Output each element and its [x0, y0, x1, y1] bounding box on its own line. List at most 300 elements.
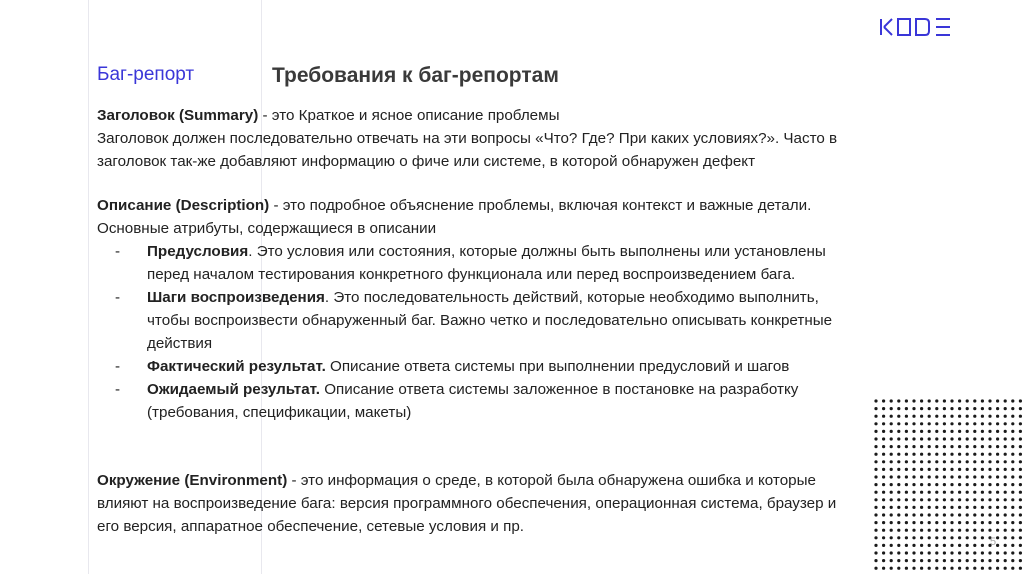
pattern-dot: [928, 521, 931, 524]
pattern-dot: [912, 559, 915, 562]
pattern-dot: [1019, 415, 1022, 418]
pattern-dot: [920, 445, 923, 448]
pattern-dot: [1019, 453, 1022, 456]
pattern-dot: [874, 513, 877, 516]
pattern-dot: [874, 544, 877, 547]
pattern-dot: [897, 529, 900, 532]
spacer: [97, 424, 857, 446]
pattern-dot: [988, 475, 991, 478]
pattern-dot: [966, 399, 969, 402]
pattern-dot: [950, 475, 953, 478]
pattern-dot: [890, 513, 893, 516]
pattern-dot: [935, 506, 938, 509]
pattern-dot: [958, 453, 961, 456]
pattern-dot: [905, 521, 908, 524]
pattern-dot: [943, 521, 946, 524]
pattern-dot: [958, 475, 961, 478]
pattern-dot: [935, 544, 938, 547]
pattern-dot: [935, 491, 938, 494]
pattern-dot: [943, 453, 946, 456]
pattern-dot: [996, 430, 999, 433]
pattern-dot: [1019, 559, 1022, 562]
pattern-dot: [981, 536, 984, 539]
pattern-dot: [1011, 506, 1014, 509]
pattern-dot: [996, 498, 999, 501]
pattern-dot: [966, 483, 969, 486]
pattern-dot: [882, 437, 885, 440]
pattern-dot: [973, 506, 976, 509]
pattern-dot: [973, 483, 976, 486]
pattern-dot: [935, 483, 938, 486]
page-number: 5: [990, 536, 997, 548]
pattern-dot: [920, 475, 923, 478]
pattern-dot: [897, 430, 900, 433]
pattern-dot: [973, 551, 976, 554]
pattern-dot: [874, 551, 877, 554]
pattern-dot: [966, 430, 969, 433]
pattern-dot: [912, 430, 915, 433]
pattern-dot: [928, 468, 931, 471]
pattern-dot: [966, 513, 969, 516]
kode-logo: [879, 17, 953, 37]
pattern-dot: [874, 430, 877, 433]
pattern-dot: [874, 529, 877, 532]
pattern-dot: [973, 475, 976, 478]
pattern-dot: [973, 437, 976, 440]
pattern-dot: [966, 551, 969, 554]
pattern-dot: [882, 399, 885, 402]
pattern-dot: [966, 475, 969, 478]
pattern-dot: [966, 559, 969, 562]
pattern-dot: [920, 536, 923, 539]
pattern-dot: [981, 544, 984, 547]
pattern-dot: [935, 551, 938, 554]
pattern-dot: [1011, 536, 1014, 539]
left-guide-line: [88, 0, 89, 574]
pattern-dot: [1004, 506, 1007, 509]
pattern-dot: [920, 513, 923, 516]
pattern-dot: [890, 506, 893, 509]
pattern-dot: [935, 475, 938, 478]
pattern-dot: [958, 567, 961, 570]
pattern-dot: [966, 544, 969, 547]
pattern-dot: [958, 483, 961, 486]
pattern-dot: [1019, 468, 1022, 471]
pattern-dot: [935, 559, 938, 562]
pattern-dot: [1011, 399, 1014, 402]
pattern-dot: [988, 430, 991, 433]
pattern-dot: [928, 437, 931, 440]
pattern-dot: [882, 521, 885, 524]
pattern-dot: [1019, 407, 1022, 410]
pattern-dot: [890, 529, 893, 532]
pattern-dot: [897, 483, 900, 486]
pattern-dot: [890, 544, 893, 547]
pattern-dot: [905, 536, 908, 539]
pattern-dot: [897, 460, 900, 463]
pattern-dot: [905, 460, 908, 463]
pattern-dot: [988, 453, 991, 456]
pattern-dot: [950, 430, 953, 433]
pattern-dot: [874, 399, 877, 402]
pattern-dot: [958, 430, 961, 433]
pattern-dot: [1019, 544, 1022, 547]
item-text: Описание ответа системы заложенное в постановке на разработку (требования, спецификации, макеты): [147, 381, 799, 421]
pattern-dot: [905, 506, 908, 509]
pattern-dot: [890, 422, 893, 425]
pattern-dot: [1019, 445, 1022, 448]
pattern-dot: [958, 437, 961, 440]
pattern-dot: [890, 498, 893, 501]
pattern-dot: [920, 559, 923, 562]
pattern-dot: [973, 422, 976, 425]
pattern-dot: [966, 468, 969, 471]
pattern-dot: [905, 513, 908, 516]
pattern-dot: [981, 529, 984, 532]
pattern-dot: [920, 498, 923, 501]
pattern-dot: [950, 551, 953, 554]
pattern-dot: [966, 498, 969, 501]
pattern-dot: [973, 536, 976, 539]
pattern-dot: [882, 559, 885, 562]
pattern-dot: [981, 491, 984, 494]
pattern-dot: [1019, 491, 1022, 494]
pattern-dot: [996, 559, 999, 562]
pattern-dot: [996, 460, 999, 463]
pattern-dot: [874, 415, 877, 418]
pattern-dot: [935, 536, 938, 539]
attributes-list: [97, 240, 857, 424]
summary-details: Заголовок должен последовательно отвечать на эти вопросы «Что? Где? При каких условиях?». Часто в заголовок так-же добавляют информацию о фиче или системе, в которой обнаружен дефект: [97, 130, 838, 170]
pattern-dot: [935, 430, 938, 433]
pattern-dot: [981, 453, 984, 456]
pattern-dot: [1011, 483, 1014, 486]
pattern-dot: [988, 445, 991, 448]
pattern-dot: [935, 437, 938, 440]
pattern-dot: [958, 460, 961, 463]
pattern-dot: [988, 483, 991, 486]
spacer: [97, 173, 857, 194]
pattern-dot: [966, 407, 969, 410]
pattern-dot: [950, 445, 953, 448]
pattern-dot: [882, 483, 885, 486]
pattern-dot: [981, 468, 984, 471]
pattern-dot: [905, 453, 908, 456]
pattern-dot: [950, 529, 953, 532]
pattern-dot: [882, 567, 885, 570]
pattern-dot: [905, 559, 908, 562]
item-text: Описание ответа системы при выполнении предусловий и шагов: [325, 358, 790, 375]
pattern-dot: [988, 529, 991, 532]
list-dash: -: [115, 289, 121, 306]
pattern-dot: [943, 567, 946, 570]
environment-text: - это информация о среде, в которой была обнаружена ошибка и которые влияют на воспроизведение бага: версия программного обеспечения, операционная система, браузер и его версия, аппаратное обеспечение, сетевые условия и пр.: [97, 472, 837, 535]
pattern-dot: [1004, 437, 1007, 440]
pattern-dot: [973, 544, 976, 547]
pattern-dot: [882, 407, 885, 410]
pattern-dot: [950, 468, 953, 471]
item-term: Фактический результат.: [147, 358, 326, 375]
pattern-dot: [1019, 513, 1022, 516]
pattern-dot: [890, 475, 893, 478]
pattern-dot: [920, 407, 923, 410]
pattern-dot: [943, 407, 946, 410]
pattern-dot: [912, 491, 915, 494]
pattern-dot: [996, 422, 999, 425]
pattern-dot: [950, 483, 953, 486]
pattern-dot: [981, 513, 984, 516]
pattern-dot: [1019, 498, 1022, 501]
pattern-dot: [988, 407, 991, 410]
pattern-dot: [897, 415, 900, 418]
pattern-dot: [928, 559, 931, 562]
pattern-dot: [920, 430, 923, 433]
pattern-dot: [966, 453, 969, 456]
pattern-dot: [897, 468, 900, 471]
pattern-dot: [988, 567, 991, 570]
pattern-dot: [958, 551, 961, 554]
pattern-dot: [943, 468, 946, 471]
pattern-dot: [920, 468, 923, 471]
pattern-dot: [1004, 475, 1007, 478]
pattern-dot: [996, 513, 999, 516]
pattern-dot: [1019, 536, 1022, 539]
pattern-dot: [973, 430, 976, 433]
pattern-dot: [874, 506, 877, 509]
pattern-dot: [890, 407, 893, 410]
pattern-dot: [996, 437, 999, 440]
pattern-dot: [912, 407, 915, 410]
pattern-dot: [1019, 551, 1022, 554]
list-dash: -: [115, 243, 121, 260]
pattern-dot: [996, 407, 999, 410]
pattern-dot: [996, 483, 999, 486]
pattern-dot: [928, 399, 931, 402]
pattern-dot: [897, 544, 900, 547]
pattern-dot: [988, 460, 991, 463]
pattern-dot: [1019, 567, 1022, 570]
pattern-dot: [874, 559, 877, 562]
pattern-dot: [912, 468, 915, 471]
pattern-dot: [1011, 453, 1014, 456]
pattern-dot: [1004, 415, 1007, 418]
pattern-dot: [958, 422, 961, 425]
pattern-dot: [950, 536, 953, 539]
pattern-dot: [1004, 422, 1007, 425]
item-term: Ожидаемый результат.: [147, 381, 321, 398]
pattern-dot: [950, 567, 953, 570]
pattern-dot: [874, 407, 877, 410]
pattern-dot: [897, 422, 900, 425]
pattern-dot: [890, 483, 893, 486]
item-term: Предусловия: [147, 243, 249, 260]
pattern-dot: [1011, 544, 1014, 547]
pattern-dot: [890, 567, 893, 570]
slide-title: Требования к баг-репортам: [272, 64, 559, 87]
pattern-dot: [996, 453, 999, 456]
list-dash: -: [115, 381, 121, 398]
pattern-dot: [973, 445, 976, 448]
pattern-dot: [928, 544, 931, 547]
pattern-dot: [943, 544, 946, 547]
pattern-dot: [912, 544, 915, 547]
pattern-dot: [890, 521, 893, 524]
pattern-dot: [897, 399, 900, 402]
pattern-dot: [920, 422, 923, 425]
pattern-dot: [874, 437, 877, 440]
pattern-dot: [996, 445, 999, 448]
pattern-dot: [912, 513, 915, 516]
pattern-dot: [973, 460, 976, 463]
pattern-dot: [882, 529, 885, 532]
pattern-dot: [1004, 491, 1007, 494]
pattern-dot: [920, 483, 923, 486]
pattern-dot: [988, 521, 991, 524]
pattern-dot: [1019, 399, 1022, 402]
pattern-dot: [966, 536, 969, 539]
pattern-dot: [928, 491, 931, 494]
pattern-dot: [981, 415, 984, 418]
pattern-dot: [1019, 475, 1022, 478]
pattern-dot: [981, 422, 984, 425]
pattern-dot: [1011, 521, 1014, 524]
pattern-dot: [920, 399, 923, 402]
pattern-dot: [905, 475, 908, 478]
pattern-dot: [943, 559, 946, 562]
pattern-dot: [973, 521, 976, 524]
pattern-dot: [912, 498, 915, 501]
pattern-dot: [981, 559, 984, 562]
pattern-dot: [935, 521, 938, 524]
pattern-dot: [928, 498, 931, 501]
pattern-dot: [920, 529, 923, 532]
list-item: [97, 355, 857, 378]
pattern-dot: [950, 506, 953, 509]
pattern-dot: [1004, 559, 1007, 562]
pattern-dot: [996, 521, 999, 524]
pattern-dot: [996, 468, 999, 471]
pattern-dot: [958, 513, 961, 516]
item-text: . Это условия или состояния, которые должны быть выполнены или установлены перед началом тестирования конкретного функционала или перед воспроизведением бага.: [147, 243, 826, 283]
pattern-dot: [988, 399, 991, 402]
pattern-dot: [966, 415, 969, 418]
pattern-dot: [935, 415, 938, 418]
pattern-dot: [1011, 529, 1014, 532]
pattern-dot: [1011, 460, 1014, 463]
pattern-dot: [950, 407, 953, 410]
pattern-dot: [943, 491, 946, 494]
pattern-dot: [1004, 445, 1007, 448]
pattern-dot: [920, 437, 923, 440]
pattern-dot: [897, 567, 900, 570]
pattern-dot: [905, 567, 908, 570]
pattern-dot: [973, 453, 976, 456]
pattern-dot: [928, 453, 931, 456]
pattern-dot: [935, 460, 938, 463]
pattern-dot: [973, 491, 976, 494]
pattern-dot: [973, 559, 976, 562]
pattern-dot: [943, 506, 946, 509]
pattern-dot: [958, 559, 961, 562]
pattern-dot: [882, 422, 885, 425]
pattern-dot: [950, 453, 953, 456]
pattern-dot: [958, 544, 961, 547]
pattern-dot: [890, 491, 893, 494]
pattern-dot: [935, 498, 938, 501]
pattern-dot: [996, 544, 999, 547]
pattern-dot: [897, 445, 900, 448]
pattern-dot: [1011, 567, 1014, 570]
pattern-dot: [928, 529, 931, 532]
pattern-dot: [928, 483, 931, 486]
pattern-dot: [912, 529, 915, 532]
pattern-dot: [882, 536, 885, 539]
pattern-dot: [890, 399, 893, 402]
pattern-dot: [996, 475, 999, 478]
pattern-dot: [897, 407, 900, 410]
pattern-dot: [981, 445, 984, 448]
list-item: [97, 378, 857, 424]
pattern-dot: [935, 468, 938, 471]
pattern-dot: [950, 460, 953, 463]
summary-line: [97, 104, 857, 127]
pattern-dot: [890, 559, 893, 562]
pattern-dot: [966, 506, 969, 509]
pattern-dot: [943, 445, 946, 448]
pattern-dot: [973, 529, 976, 532]
pattern-dot: [882, 506, 885, 509]
pattern-dot: [928, 460, 931, 463]
pattern-dot: [905, 468, 908, 471]
pattern-dot: [882, 468, 885, 471]
pattern-dot: [897, 559, 900, 562]
pattern-dot: [897, 506, 900, 509]
pattern-dot: [973, 468, 976, 471]
pattern-dot: [905, 498, 908, 501]
pattern-dot: [935, 422, 938, 425]
pattern-dot: [1004, 430, 1007, 433]
pattern-dot: [928, 475, 931, 478]
pattern-dot: [988, 468, 991, 471]
pattern-dot: [1019, 437, 1022, 440]
spacer: [97, 446, 857, 469]
pattern-dot: [973, 399, 976, 402]
pattern-dot: [950, 498, 953, 501]
pattern-dot: [912, 521, 915, 524]
pattern-dot: [935, 399, 938, 402]
pattern-dot: [966, 437, 969, 440]
pattern-dot: [890, 445, 893, 448]
item-term: Шаги воспроизведения: [147, 289, 325, 306]
pattern-dot: [996, 567, 999, 570]
pattern-dot: [890, 415, 893, 418]
pattern-dot: [928, 567, 931, 570]
description-attributes-intro: Основные атрибуты, содержащиеся в описании: [97, 220, 437, 237]
pattern-dot: [1011, 437, 1014, 440]
pattern-dot: [1019, 529, 1022, 532]
pattern-dot: [943, 422, 946, 425]
pattern-dot: [950, 513, 953, 516]
pattern-dot: [1019, 521, 1022, 524]
pattern-dot: [928, 430, 931, 433]
pattern-dot: [981, 567, 984, 570]
pattern-dot: [935, 567, 938, 570]
pattern-dot: [981, 498, 984, 501]
pattern-dot: [943, 483, 946, 486]
pattern-dot: [1004, 407, 1007, 410]
pattern-dot: [973, 513, 976, 516]
pattern-dot: [950, 437, 953, 440]
